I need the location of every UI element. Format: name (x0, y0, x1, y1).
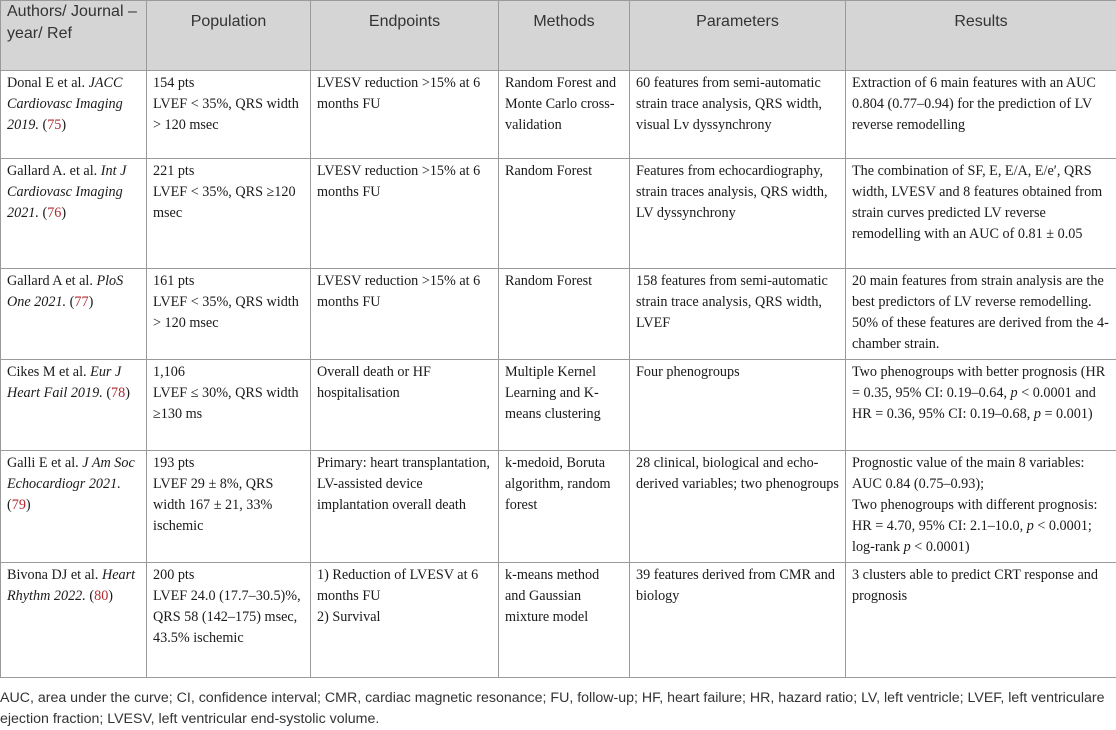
table-footnote: AUC, area under the curve; CI, confidence interval; CMR, cardiac magnetic resonance; FU, follow-up; HF, heart failure; HR, hazard ratio; LV, left ventricle; LVEF, left ventriculare ejection fraction; LVESV, left ventricular end-systolic volume. (0, 690, 1105, 727)
result-text-c: = 0.001) (1040, 406, 1093, 422)
result-text: The combination of SF, E, E/A, E/e′, QRS width, LVESV and 8 features obtained from strain curves predicted LV reverse remodelling with an AUC of 0.81 ± 0.05 (852, 163, 1103, 242)
cell-population (147, 159, 311, 269)
cell-population (147, 451, 311, 563)
result-text-a: Two phenogroups with different prognosis: HR = 4.70, 95% CI: 2.1–10.0, (852, 497, 1098, 534)
population-criteria: LVEF 24.0 (17.7–30.5)%, QRS 58 (142–175) msec, 43.5% ischemic (153, 588, 301, 646)
cell-authors: Bivona DJ et al. Heart Rhythm 2022. (80) (1, 563, 147, 678)
population-count: 1,106 (153, 364, 185, 380)
p-symbol: p (1010, 385, 1018, 401)
cell-results (846, 71, 1116, 159)
cell-methods: k-medoid, Boruta algorithm, random forest (499, 451, 630, 563)
header-authors: Authors/ Journal – year/ Ref (1, 1, 147, 71)
result-text: 3 clusters able to predict CRT response and prognosis (852, 567, 1098, 604)
population-count: 161 pts (153, 273, 195, 289)
cell-population (147, 360, 311, 451)
cell-authors: Cikes M et al. Eur J Heart Fail 2019. (78) (1, 360, 147, 451)
journal-name: JACC Cardiovasc Imaging 2019. (7, 75, 123, 133)
p-symbol: p (903, 539, 911, 555)
endpoint-item: LVESV reduction >15% at 6 months FU (317, 163, 481, 200)
endpoint-item: 1) Reduction of LVESV at 6 months FU (317, 567, 479, 604)
header-endpoints: Endpoints (311, 1, 499, 71)
population-count: 193 pts (153, 455, 195, 471)
population-criteria: LVEF 29 ± 8%, QRS width 167 ± 21, 33% ischemic (153, 476, 274, 534)
cell-methods: k-means method and Gaussian mixture model (499, 563, 630, 678)
journal-name: Eur J Heart Fail 2019. (7, 364, 122, 401)
cell-parameters: 28 clinical, biological and echo-derived variables; two phenogroups (630, 451, 846, 563)
cell-authors: Galli E et al. J Am Soc Echocardiogr 2021. (79) (1, 451, 147, 563)
population-count: 154 pts (153, 75, 195, 91)
journal-name: PloS One 2021. (7, 273, 124, 310)
table-row (1, 269, 1116, 360)
cell-endpoints (311, 71, 499, 159)
ref-link[interactable]: 78 (111, 385, 126, 401)
cell-methods: Random Forest (499, 269, 630, 360)
header-row (1, 1, 1116, 71)
result-text-b: < 0.0001 and HR = 0.36, 95% CI: 0.19–0.68, (852, 385, 1096, 422)
p-symbol: p (1026, 518, 1034, 534)
cell-population (147, 563, 311, 678)
header-results: Results (846, 1, 1116, 71)
population-count: 200 pts (153, 567, 195, 583)
table-row (1, 360, 1116, 451)
result-text-line1: Prognostic value of the main 8 variables: AUC 0.84 (0.75–0.93); (852, 455, 1085, 492)
cell-authors: Gallard A. et al. Int J Cardiovasc Imaging 2021. (76) (1, 159, 147, 269)
p-symbol: p (1033, 406, 1041, 422)
cell-authors: Gallard A et al. PloS One 2021. (77) (1, 269, 147, 360)
cell-parameters: 60 features from semi-automatic strain trace analysis, QRS width, visual Lv dyssynchrony (630, 71, 846, 159)
cell-results (846, 563, 1116, 678)
header-population: Population (147, 1, 311, 71)
population-criteria: LVEF ≤ 30%, QRS width ≥130 ms (153, 385, 299, 422)
header-methods: Methods (499, 1, 630, 71)
endpoint-item: LVESV reduction >15% at 6 months FU (317, 75, 481, 112)
population-count: 221 pts (153, 163, 195, 179)
table-row (1, 451, 1116, 563)
author-name: Cikes M et al. (7, 364, 87, 380)
cell-endpoints (311, 360, 499, 451)
ref-link[interactable]: 79 (11, 497, 26, 513)
cell-endpoints (311, 159, 499, 269)
header-parameters: Parameters (630, 1, 846, 71)
cell-results (846, 451, 1116, 563)
cell-parameters: 158 features from semi-automatic strain trace analysis, QRS width, LVEF (630, 269, 846, 360)
cell-endpoints (311, 451, 499, 563)
ref-link[interactable]: 75 (47, 117, 62, 133)
cell-methods: Random Forest (499, 159, 630, 269)
cell-parameters: Features from echocardiography, strain traces analysis, QRS width, LV dyssynchrony (630, 159, 846, 269)
cell-results (846, 269, 1116, 360)
result-text-c: < 0.0001) (910, 539, 970, 555)
cell-population (147, 269, 311, 360)
cell-methods: Random Forest and Monte Carlo cross-validation (499, 71, 630, 159)
cell-endpoints (311, 563, 499, 678)
cell-authors: Donal E et al. JACC Cardiovasc Imaging 2019. (75) (1, 71, 147, 159)
result-text-b: < 0.0001; log-rank (852, 518, 1092, 555)
table-row (1, 563, 1116, 678)
cell-parameters: Four phenogroups (630, 360, 846, 451)
cell-population (147, 71, 311, 159)
endpoint-item: LVESV reduction >15% at 6 months FU (317, 273, 481, 310)
table-row (1, 159, 1116, 269)
ref-link[interactable]: 76 (47, 205, 62, 221)
ref-link[interactable]: 77 (74, 294, 89, 310)
cell-endpoints (311, 269, 499, 360)
journal-name: Int J Cardiovasc Imaging 2021. (7, 163, 127, 221)
table-row (1, 71, 1116, 159)
endpoint-item: Primary: heart transplantation, LV-assisted device implantation overall death (317, 455, 490, 513)
population-criteria: LVEF < 35%, QRS width > 120 msec (153, 96, 299, 133)
author-name: Gallard A. et al. (7, 163, 98, 179)
author-name: Donal E et al. (7, 75, 86, 91)
journal-name: J Am Soc Echocardiogr 2021. (7, 455, 135, 492)
result-text-a: Two phenogroups with better prognosis (HR = 0.35, 95% CI: 0.19–0.64, (852, 364, 1106, 401)
endpoint-item: 2) Survival (317, 609, 381, 625)
author-name: Galli E et al. (7, 455, 79, 471)
ref-link[interactable]: 80 (94, 588, 109, 604)
endpoint-item: Overall death or HF hospitalisation (317, 364, 431, 401)
cell-parameters: 39 features derived from CMR and biology (630, 563, 846, 678)
cell-methods: Multiple Kernel Learning and K-means clustering (499, 360, 630, 451)
author-name: Gallard A et al. (7, 273, 93, 289)
population-criteria: LVEF < 35%, QRS width > 120 msec (153, 294, 299, 331)
author-name: Bivona DJ et al. (7, 567, 99, 583)
cell-results (846, 360, 1116, 451)
cell-results (846, 159, 1116, 269)
result-text: Extraction of 6 main features with an AUC 0.804 (0.77–0.94) for the prediction of LV reverse remodelling (852, 75, 1096, 133)
journal-name: Heart Rhythm 2022. (7, 567, 136, 604)
population-criteria: LVEF < 35%, QRS ≥120 msec (153, 184, 296, 221)
result-text-line2 (852, 495, 1110, 558)
result-text: 20 main features from strain analysis are the best predictors of LV reverse remodelling. 50% of these features are derived from the 4-chamber strain. (852, 273, 1109, 352)
